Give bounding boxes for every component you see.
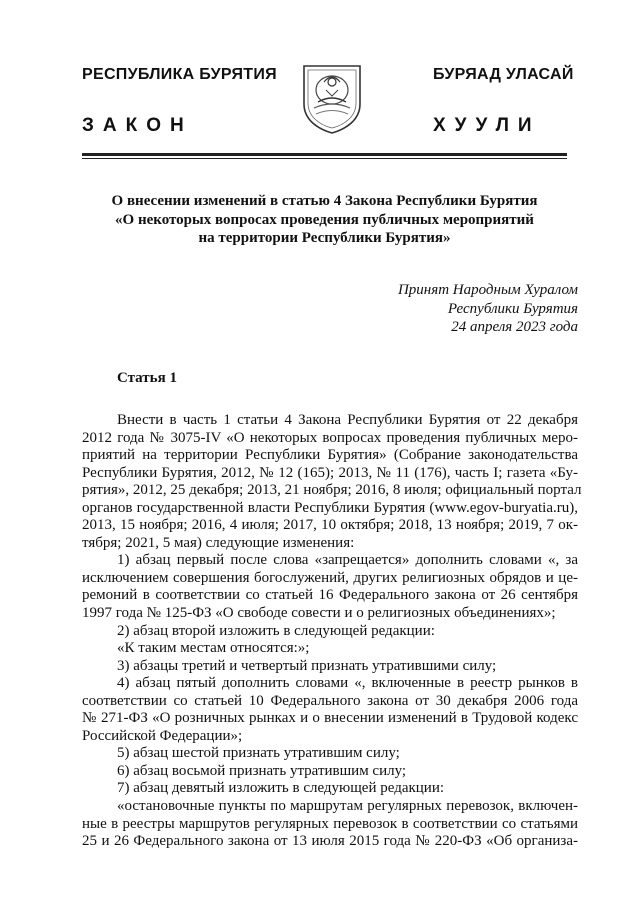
body-text-line: «К таким местам относятся:»; [117,640,310,657]
law-title [82,192,567,248]
article-body [82,412,582,851]
adoption-date: 24 апреля 2023 года [451,319,578,335]
body-text-line: 3) абзацы третий и четвертый признать утратившими силу; [117,657,497,674]
body-text-line: 4) абзац пятый дополнить словами «, включенные в реестр рынков в [117,675,578,692]
adoption-note [330,281,578,337]
body-text-line: 6) абзац восьмой признать утратившим силу; [117,762,407,779]
body-text-line: исключением совершения богослужений, других религиозных обрядов и це- [82,569,578,586]
body-text-line: 2012 года № 3075-IV «О некоторых вопросах проведения публичных меро- [82,429,578,446]
body-text-line: 1) абзац первый после слова «запрещается» дополнить словами «, за [117,552,578,569]
body-text-line: «остановочные пункты по маршрутам регулярных перевозок, включен- [117,798,578,815]
body-text-line: 7) абзац девятый изложить в следующей редакции: [117,780,445,797]
body-text-line: Российской Федерации»; [82,727,243,744]
article-heading: Статья 1 [117,370,177,386]
header-divider-thick [82,153,567,156]
body-text-line: ремоний в соответствии со статьей 16 Федерального закона от 26 сентября [82,587,578,604]
body-text-line: 2013, 15 ноября; 2016, 4 июля; 2017, 10 октября; 2018, 13 ноября; 2019, 7 ок- [82,517,578,534]
body-text-line: тября; 2021, 5 мая) следующие изменения: [82,534,355,551]
header-divider-thin [82,158,567,159]
law-heading-russian: ЗАКОН [82,115,193,136]
republic-name-russian: РЕСПУБЛИКА БУРЯТИЯ [82,66,277,83]
republic-coat-of-arms-icon [300,60,364,134]
body-text-line: ные в реестры маршрутов регулярных перевозок в соответствии со статьями [82,815,578,832]
adoption-note-line: Республики Бурятия [447,300,578,317]
body-text-line: 2) абзац второй изложить в следующей редакции: [117,622,435,639]
republic-name-buryat: БУРЯАД УЛАСАЙ [433,66,574,83]
body-text-line: органов государственной власти Республики Бурятия (www.egov-buryatia.ru), [82,499,578,516]
law-heading-buryat: ХУУЛИ [433,115,541,136]
body-text-line: № 271-ФЗ «О розничных рынках и о внесении изменений в Трудовой кодекс [82,710,578,727]
law-title-line: «О некоторых вопросах проведения публичных мероприятий [115,211,534,228]
body-text-line: приятий на территории Республики Бурятия» (Собрание законодательства [82,447,578,464]
law-title-line: О внесении изменений в статью 4 Закона Республики Бурятия [111,193,538,209]
body-text-line: 1997 года № 125-ФЗ «О свободе совести и о религиозных объединениях»; [82,605,556,622]
body-text-line: Внести в часть 1 статьи 4 Закона Республики Бурятия от 22 декабря [117,412,578,428]
adoption-note-line: Принят Народным Хуралом [397,282,578,298]
body-text-line: соответствии со статьей 10 Федерального закона от 30 декабря 2006 года [82,692,578,709]
body-text-line: Республики Бурятия, 2012, № 12 (165); 2013, № 11 (176), часть I; газета «Бу- [82,464,578,481]
body-text-line: 5) абзац шестой признать утратившим силу; [117,745,400,762]
law-title-line: на территории Республики Бурятия» [198,230,451,246]
body-text-line: 25 и 26 Федерального закона от 13 июля 2015 года № 220-ФЗ «Об организа- [82,833,578,850]
body-text-line: рятия», 2012, 25 декабря; 2013, 21 ноября; 2016, 8 июля; официальный портал [82,482,582,499]
